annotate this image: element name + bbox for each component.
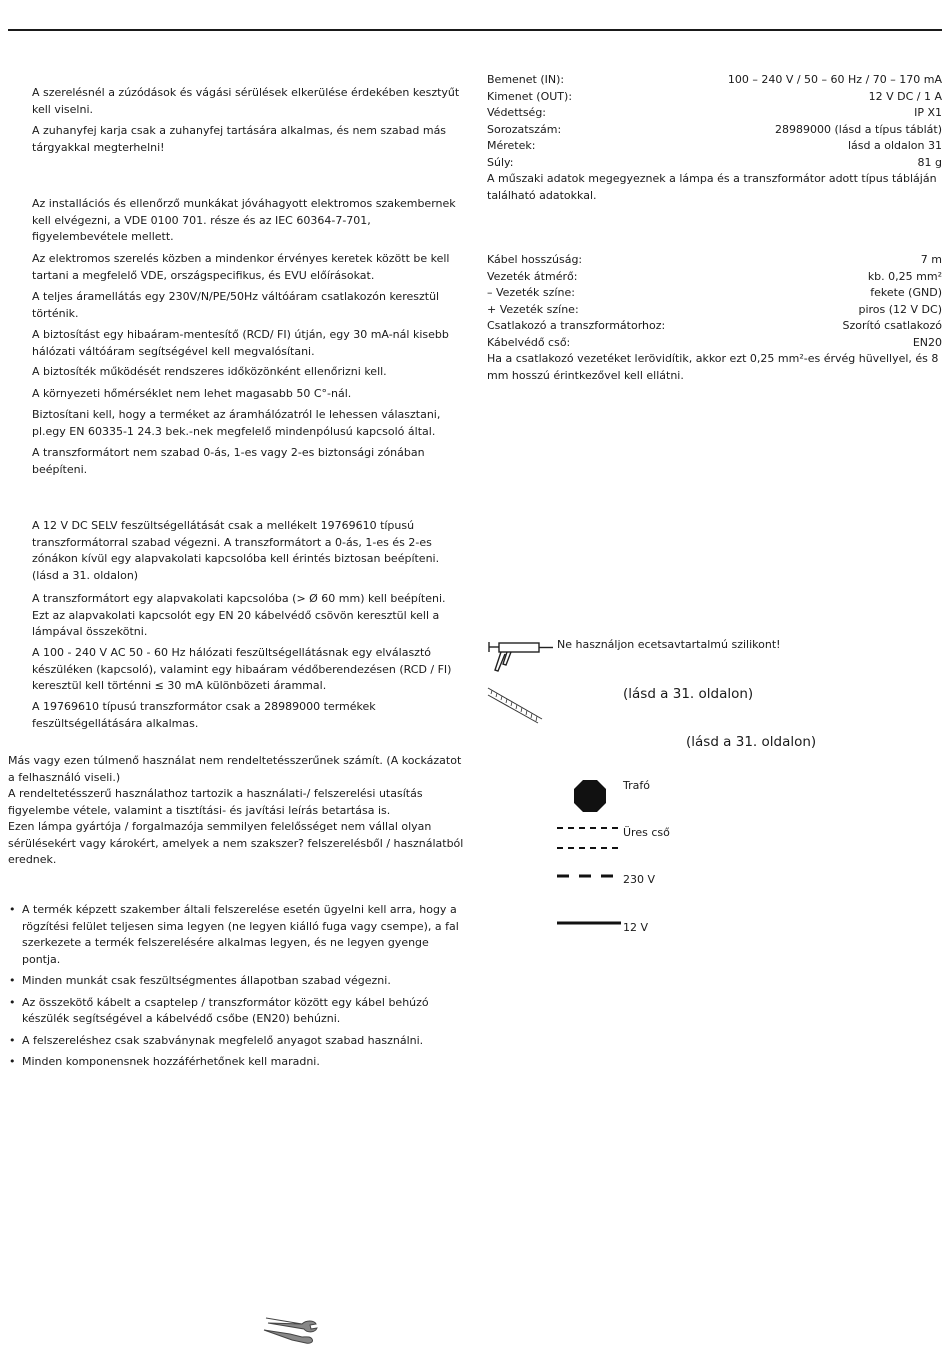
octagon-icon [573,779,607,813]
table-row [487,105,942,122]
spec-label: – Vezeték színe: [487,286,575,299]
electrical-rules-text: Az elektromos szerelés közben a mindenkor érvényes keretek között be kell tartani a megfelelő VDE, országspecifikus, és EVU előírásokat. [32,252,450,282]
see-page-link: (lásd a 31. oldalon) [623,686,754,702]
spec-value: 81 g [917,155,942,169]
table-row [487,89,942,106]
legend-230v-label: 230 V [623,873,656,886]
table-row [487,285,942,302]
spec-value: lásd a oldalon 31 [847,139,942,152]
table-row [487,335,942,352]
empty-pipe-line-icon [556,824,622,852]
spec-label: Méretek: [487,139,536,152]
table-row [487,72,942,89]
spec-value: fekete (GND) [870,286,942,299]
spec-value: piros (12 V DC) [858,302,942,316]
spec-value: kb. 0,25 mm² [867,269,942,283]
spec-label: Bemenet (IN): [487,73,565,86]
header-rule [8,29,942,31]
spec-value: 12 V DC / 1 A [868,89,942,103]
spec-value: EN20 [912,335,942,349]
power-supply-text: A teljes áramellátás egy 230V/N/PE/50Hz váltóáram csatlakozón keresztül történik. [32,290,440,320]
list-item: • A felszereléshez csak szabványnak megfelelő anyagot szabad használni. [8,1033,464,1050]
table-row [487,155,942,172]
spec-label: Csatlakozó a transzformátorhoz: [487,319,666,332]
tech-note: A műszaki adatok megegyeznek a lámpa és a transzformátor adott típus tábláján található adatokkal. [487,172,937,202]
shower-arm-text: A zuhanyfej karja csak a zuhanyfej tartására alkalmas, és nem szabad más tárgyakkal megterhelni! [32,124,447,154]
transformer-zone-text: A transzformátort nem szabad 0-ás, 1-es vagy 2-es biztonsági zónában beépíteni. [32,446,425,476]
legend-trafo-label: Trafó [623,779,650,792]
spec-label: Kábel hosszúság: [487,253,583,266]
230v-line-icon [556,872,622,880]
spec-label: Vezeték átmérő: [487,269,578,283]
ambient-temp-text: A környezeti hőmérséklet nem lehet magasabb 50 C°-nál. [32,387,352,400]
safety-gloves-text: A szerelésnél a zúzódások és vágási sérülések elkerülése érdekében kesztyűt kell viselni. [32,86,460,116]
list-item: • Minden komponensnek hozzáférhetőnek kell maradni. [8,1054,464,1071]
transformer-use-text: A 19769610 típusú transzformátor csak a 28989000 termékek feszültségellátására alkalmas. [32,700,376,730]
spec-value: 28989000 (lásd a típus táblát) [774,122,942,136]
spec-value: IP X1 [914,106,942,119]
spec-label: Védettség: [487,106,547,119]
fuse-check-text: A biztosíték működését rendszeres időközönként ellenőrizni kell. [32,365,387,378]
12v-line-icon [556,919,622,927]
caulking-gun-icon [485,636,555,676]
mains-supply-text: A 100 - 240 V AC 50 - 60 Hz hálózati feszültségellátásnak egy elválasztó készüléken (kapcsoló), valamint egy hibaáram védőberendezésen (RCD / FI) keresztül kell történni ≤ 30 mA különbözeti árammal. [32,646,452,692]
spec-label: Sorozatszám: [487,122,562,136]
spec-label: Kábelvédő cső: [487,335,571,349]
spec-value: Szorító csatlakozó [842,319,942,332]
list-item: • A termék képzett szakember általi felszerelése esetén ügyelni kell arra, hogy a rögzítési felület teljesen sima legyen (ne legyen kiálló fuga vagy csempe), a fal szerkezete a termék felszerelésére alkalmas legyen, és ne legyen gyenge pontja. [8,902,464,968]
table-row [487,122,942,139]
cable-note: Ha a csatlakozó vezetéket lerövidítik, akkor ezt 0,25 mm²-es érvég hüvellyel, és 8 mm hosszú érintkezővel kell ellátni. [487,352,939,382]
table-row [487,302,942,319]
legend-empty-pipe-label: Üres cső [623,826,670,839]
disconnect-text: Biztosítani kell, hogy a terméket az áramhálózatról le lehessen választani, pl.egy EN 60335-1 24.3 bek.-nek megfelelő mindenpólusú kapcsoló által. [32,408,441,438]
spec-value: 100 – 240 V / 50 – 60 Hz / 70 – 170 mA [727,73,942,86]
list-item: • Az összekötő kábelt a csaptelep / transzformátor között egy kábel behúzó készülék segítségével a kábelvédő csőbe (EN20) behúzni. [8,995,464,1028]
table-row [487,318,942,335]
list-item: • Minden munkát csak feszültségmentes állapotban szabad végezni. [8,973,464,990]
legend-12v-label: 12 V [623,921,649,934]
selv-text: A 12 V DC SELV feszültségellátását csak a mellékelt 19769610 típusú transzformátorral szabad végezni. A transzformátort a 0-ás, 1-es és 2-es zónákon kívül egy alapvakolati kapcsolóba kell érintés biztosan beépíteni. (lásd a 31. oldalon) [32,519,440,582]
table-row [487,138,942,155]
spec-value: 7 m [920,253,942,266]
table-row [487,269,942,286]
spec-label: Kimenet (OUT): [487,89,573,103]
intended-use-text: Más vagy ezen túlmenő használat nem rendeltetésszerűnek számít. (A kockázatot a felhasználó viseli.) A rendeltetésszerű használathoz tartozik a használati-/ felszerelési utasítás figyelembe vétele, valamint a tisztítási- és javítási leírás betartása is. Ezen lámpa gyártója / forgalmazója semmilyen felelősséget nem vállal olyan sérülésekért vagy károkért, amelyek a nem szakszer? felszerelésből / használatból erednek. [8,754,464,866]
silicone-warning-text: Ne használjon ecetsavtartalmú szilikont! [557,638,781,651]
flush-box-text: A transzformátort egy alapvakolati kapcsolóba (> Ø 60 mm) kell beépíteni. Ezt az alapvakolati kapcsolót egy EN 20 kábelvédő csövön keresztül kell a lámpával összekötni. [32,592,446,638]
rcd-text: A biztosítást egy hibaáram-mentesítő (RCD/ FI) útján, egy 30 mA-nál kisebb hálózati váltóáram segítségével kell megvalósítani. [32,328,449,358]
see-page-link: (lásd a 31. oldalon) [686,734,817,750]
wrench-screwdriver-icon [262,1310,320,1346]
ruler-icon [486,686,546,724]
spec-label: Súly: [487,155,514,169]
table-row [487,252,942,269]
spec-label: + Vezeték színe: [487,302,579,316]
installation-bullet-list [8,902,464,1076]
installation-text: Az installációs és ellenőrző munkákat jóváhagyott elektromos szakembernek kell elvégezni, a VDE 0100 701. része és az IEC 60364-7-701, figyelembevétele mellett. [32,197,456,243]
